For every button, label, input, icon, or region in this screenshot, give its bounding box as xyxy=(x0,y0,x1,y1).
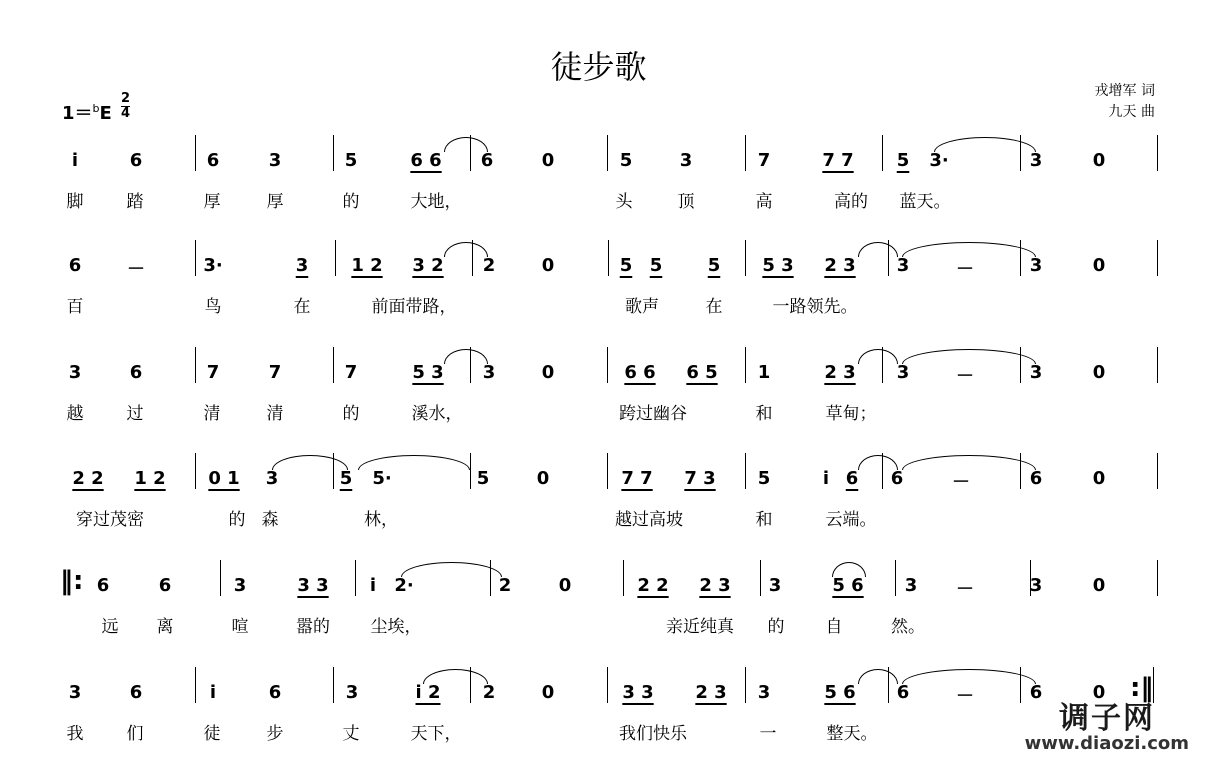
note: 6 xyxy=(1029,682,1043,703)
note: 3 xyxy=(482,362,496,383)
note: 0 xyxy=(541,150,555,171)
note: 3 xyxy=(233,575,247,596)
barline xyxy=(195,240,196,276)
barline xyxy=(607,667,608,703)
barline xyxy=(470,453,471,489)
note: 5 xyxy=(757,468,771,489)
note: 7 xyxy=(344,362,358,383)
tie-arc xyxy=(444,242,488,257)
note: 3 xyxy=(1029,255,1043,276)
note: 3 3 xyxy=(297,575,329,596)
tie-arc xyxy=(858,349,898,364)
barline xyxy=(607,135,608,171)
note: 5 xyxy=(344,150,358,171)
barline xyxy=(195,347,196,383)
note: 3 xyxy=(68,682,82,703)
lyric: 蓝天。 xyxy=(899,192,951,212)
note: 0 xyxy=(541,682,555,703)
lyric: 脚 xyxy=(66,192,84,212)
note: 0 xyxy=(541,362,555,383)
lyric: 和 xyxy=(755,404,773,424)
note: 5 6 xyxy=(824,682,856,703)
barline xyxy=(607,347,608,383)
lyric: 和 xyxy=(755,510,773,530)
lyric: 然。 xyxy=(891,617,925,637)
lyric: 自 xyxy=(825,617,843,637)
lyric: 喧 xyxy=(231,617,249,637)
note: 7 7 xyxy=(822,150,854,171)
note: 3 xyxy=(757,682,771,703)
score-row xyxy=(0,453,1213,543)
barline xyxy=(1020,240,1021,276)
lyric: 越 xyxy=(66,404,84,424)
lyric: 厚 xyxy=(266,192,284,212)
note: 3 xyxy=(295,255,309,276)
lyric: 林， xyxy=(364,510,398,530)
note: 3 xyxy=(679,150,693,171)
note: 2 xyxy=(482,255,496,276)
note: 5 xyxy=(619,150,633,171)
note: 6 xyxy=(845,468,859,489)
note: 3 3 xyxy=(622,682,654,703)
note: 3· xyxy=(203,255,223,276)
score-row xyxy=(0,240,1213,330)
lyric: 大地， xyxy=(410,192,462,212)
lyric: 一路领先。 xyxy=(772,297,858,317)
watermark-url: www.diaozi.com xyxy=(1024,733,1189,754)
note: － xyxy=(956,579,974,600)
note: 0 xyxy=(536,468,550,489)
note: 2 3 xyxy=(699,575,731,596)
barline xyxy=(607,453,608,489)
note: 3 xyxy=(345,682,359,703)
lyric: 尘埃， xyxy=(370,617,422,637)
lyric: 徒 xyxy=(203,724,221,744)
watermark-logo: 调子网 xyxy=(1059,701,1155,736)
tie-arc xyxy=(272,455,348,470)
note: 3 xyxy=(1029,150,1043,171)
lyric: 清 xyxy=(266,404,284,424)
barline xyxy=(355,560,356,596)
barline xyxy=(195,135,196,171)
barline xyxy=(1020,453,1021,489)
barline xyxy=(335,240,336,276)
barline xyxy=(882,135,883,171)
note: 6 xyxy=(1029,468,1043,489)
note: i xyxy=(71,150,79,171)
key-note: E xyxy=(99,103,112,124)
lyric: 越过高坡 xyxy=(615,510,683,530)
note: 0 xyxy=(1092,255,1106,276)
note: 0 xyxy=(1092,150,1106,171)
note: 3 2 xyxy=(412,255,444,276)
barline xyxy=(608,240,609,276)
note: 5 3 xyxy=(762,255,794,276)
barline xyxy=(745,667,746,703)
lyric: 溪水， xyxy=(411,404,463,424)
note: 0 xyxy=(1092,682,1106,703)
note: 6 xyxy=(129,150,143,171)
note: 6 xyxy=(129,362,143,383)
lyric: 的 xyxy=(228,510,246,530)
note: 5 xyxy=(649,255,663,276)
note: 1 2 xyxy=(351,255,383,276)
lyric: 在 xyxy=(705,297,723,317)
note: 7 7 xyxy=(621,468,653,489)
lyric: 清 xyxy=(203,404,221,424)
tie-arc xyxy=(401,562,502,577)
note: 5 xyxy=(707,255,721,276)
note: 3 xyxy=(896,362,910,383)
note: 6 6 xyxy=(624,362,656,383)
barline xyxy=(490,560,491,596)
note: 6 xyxy=(480,150,494,171)
barline xyxy=(745,453,746,489)
note: 5 xyxy=(339,468,353,489)
barline xyxy=(760,560,761,596)
time-sig-top: 2 xyxy=(121,91,131,106)
note: 6 xyxy=(158,575,172,596)
lyric: 嚣的 xyxy=(296,617,330,637)
note: 3 xyxy=(68,362,82,383)
note: 0 xyxy=(1092,575,1106,596)
lyric: 头 xyxy=(615,192,633,212)
time-sig-bottom: 4 xyxy=(121,106,131,121)
barline xyxy=(195,453,196,489)
note: 6 xyxy=(68,255,82,276)
lyric: 高 xyxy=(755,192,773,212)
note: 0 xyxy=(558,575,572,596)
barline xyxy=(1157,347,1158,383)
lyric: 的 xyxy=(342,192,360,212)
note: 6 xyxy=(206,150,220,171)
barline xyxy=(333,135,334,171)
lyric: 过 xyxy=(126,404,144,424)
note: 6 5 xyxy=(686,362,718,383)
note: 3 xyxy=(904,575,918,596)
note: i 2 xyxy=(415,682,441,703)
lyric: 厚 xyxy=(203,192,221,212)
key-signature xyxy=(62,99,112,125)
note: 5 xyxy=(476,468,490,489)
lyric: 踏 xyxy=(126,192,144,212)
note: 1 xyxy=(757,362,771,383)
lyric: 草甸； xyxy=(825,404,877,424)
barline xyxy=(745,240,746,276)
tie-arc xyxy=(444,349,488,364)
note: 3 xyxy=(1029,575,1043,596)
lyric: 前面带路， xyxy=(371,297,457,317)
lyric: 顶 xyxy=(677,192,695,212)
barline xyxy=(220,560,221,596)
barline xyxy=(1020,347,1021,383)
lyric: 歌声 xyxy=(625,297,659,317)
note: － xyxy=(127,259,145,280)
barline xyxy=(1157,560,1158,596)
lyric: 鸟 xyxy=(204,297,222,317)
note: 3 xyxy=(268,150,282,171)
lyric: 的 xyxy=(767,617,785,637)
note: 7 xyxy=(757,150,771,171)
note: 0 xyxy=(541,255,555,276)
barline xyxy=(1157,453,1158,489)
note: 3· xyxy=(929,150,949,171)
lyric: 离 xyxy=(156,617,174,637)
song-title: 徒步歌 xyxy=(550,48,647,86)
note: － xyxy=(956,686,974,707)
note: 3 xyxy=(265,468,279,489)
key-flat: b xyxy=(92,102,100,115)
lyric: 高的 xyxy=(834,192,868,212)
lyric: 在 xyxy=(293,297,311,317)
note: 6 xyxy=(129,682,143,703)
note: i xyxy=(822,468,830,489)
note: i xyxy=(369,575,377,596)
barline xyxy=(1157,240,1158,276)
note: 5 xyxy=(619,255,633,276)
tie-arc xyxy=(858,669,898,684)
barline xyxy=(895,560,896,596)
note: 2 3 xyxy=(824,362,856,383)
lyric: 的 xyxy=(342,404,360,424)
key-prefix: 1＝ xyxy=(62,103,93,124)
note: 6 xyxy=(890,468,904,489)
note: － xyxy=(956,366,974,387)
note: i xyxy=(209,682,217,703)
note: 3 xyxy=(768,575,782,596)
barline xyxy=(623,560,624,596)
note: 7 xyxy=(206,362,220,383)
lyric: 百 xyxy=(66,297,84,317)
note: 2 3 xyxy=(824,255,856,276)
note: 2 xyxy=(498,575,512,596)
note: 1 2 xyxy=(134,468,166,489)
note: 0 1 xyxy=(208,468,240,489)
note: 5· xyxy=(372,468,392,489)
note: 6 6 xyxy=(410,150,442,171)
repeat-start-sign: ‖: xyxy=(60,566,84,596)
lyric: 们 xyxy=(126,724,144,744)
barline xyxy=(195,667,196,703)
barline xyxy=(745,347,746,383)
lyric: 我们快乐 xyxy=(619,724,687,744)
note: 0 xyxy=(1092,468,1106,489)
lyricist-credit: 戎增军 词 xyxy=(1094,83,1155,99)
lyric: 一 xyxy=(759,724,777,744)
note: 2· xyxy=(394,575,414,596)
note: 5 xyxy=(896,150,910,171)
repeat-end-sign: :‖ xyxy=(1130,673,1154,703)
barline xyxy=(1020,667,1021,703)
note: 2 2 xyxy=(637,575,669,596)
lyric: 云端。 xyxy=(825,510,877,530)
note: 0 xyxy=(1092,362,1106,383)
note: 2 xyxy=(482,682,496,703)
composer-credit: 九天 曲 xyxy=(1108,104,1155,120)
lyric: 天下， xyxy=(410,724,462,744)
barline xyxy=(333,667,334,703)
lyric: 森 xyxy=(261,510,279,530)
note: － xyxy=(956,259,974,280)
note: 3 xyxy=(1029,362,1043,383)
lyric: 亲近纯真 xyxy=(666,617,734,637)
note: 5 3 xyxy=(412,362,444,383)
note: 7 xyxy=(268,362,282,383)
lyric: 我 xyxy=(66,724,84,744)
lyric: 整天。 xyxy=(826,724,878,744)
lyric: 跨过幽谷 xyxy=(619,404,687,424)
note: 2 3 xyxy=(695,682,727,703)
lyric: 远 xyxy=(101,617,119,637)
barline xyxy=(333,347,334,383)
note: 6 xyxy=(96,575,110,596)
note: － xyxy=(952,472,970,493)
barline xyxy=(1157,135,1158,171)
barline xyxy=(745,135,746,171)
time-signature xyxy=(121,93,130,120)
score-row xyxy=(0,347,1213,437)
lyric: 丈 xyxy=(342,724,360,744)
note: 3 xyxy=(896,255,910,276)
note: 2 2 xyxy=(72,468,104,489)
lyric: 穿过茂密 xyxy=(76,510,144,530)
lyric: 步 xyxy=(266,724,284,744)
note: 6 xyxy=(896,682,910,703)
note: 6 xyxy=(268,682,282,703)
score-row xyxy=(0,135,1213,225)
tie-arc xyxy=(858,242,898,257)
note: 7 3 xyxy=(684,468,716,489)
note: 5 6 xyxy=(832,575,864,596)
score-row xyxy=(0,560,1213,650)
